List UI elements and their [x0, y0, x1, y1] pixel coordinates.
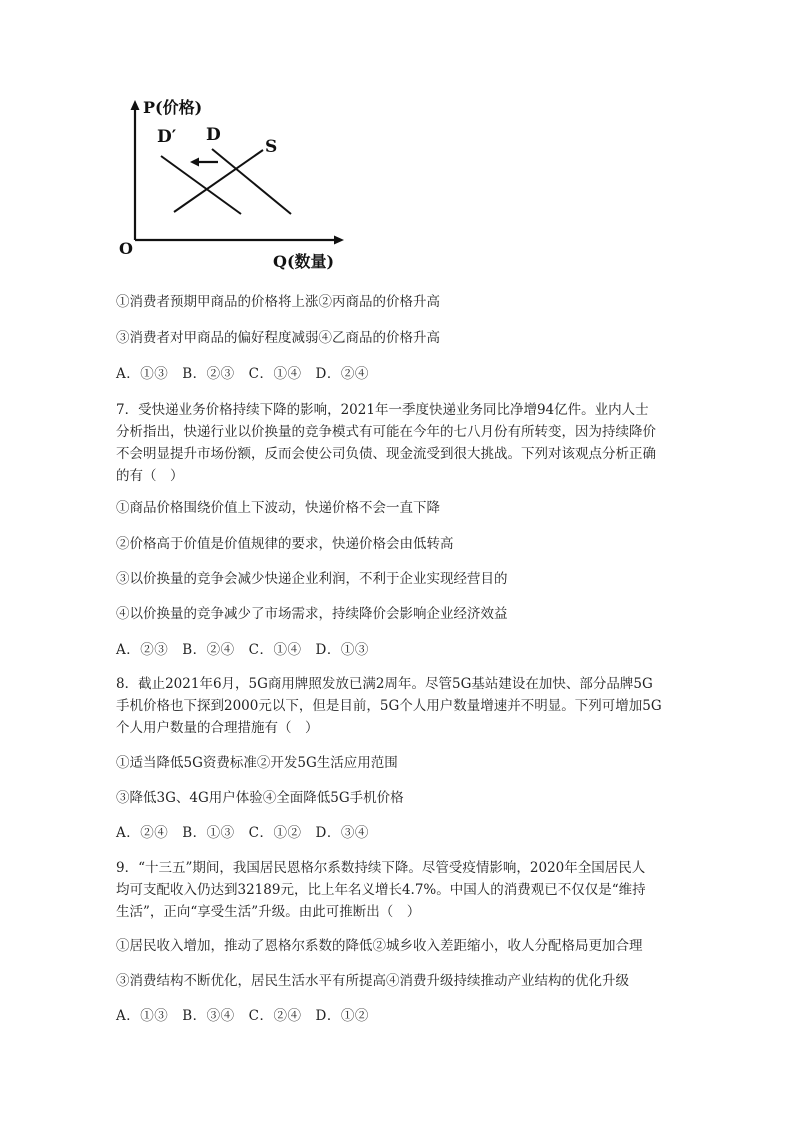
q7-stem-line: 7．受快递业务价格持续下降的影响，2021年一季度快递业务同比净增94亿件。业内人士 — [116, 402, 649, 418]
q8-stem-line: 手机价格也下探到2000元以下，但是目前，5G个人用户数量增速并不明显。下列可增加5G — [116, 698, 662, 714]
q8-stem — [116, 673, 676, 739]
q9-stem-line: 9．“十三五”期间，我国居民恩格尔系数持续下降。尽管受疫情影响，2020年全国居民人 — [116, 860, 646, 876]
q7-stem-line: 的有（ ） — [116, 468, 184, 484]
q9-stem — [116, 857, 676, 923]
q6-choice-line-1: ①消费者预期甲商品的价格将上涨②丙商品的价格升高 — [116, 294, 440, 310]
q6-choice-line-2: ③消费者对甲商品的偏好程度减弱④乙商品的价格升高 — [116, 330, 440, 346]
q7-stem-line: 不会明显提升市场份额，反而会使公司负债、现金流受到很大挑战。下列对该观点分析正确 — [116, 446, 656, 462]
q8-statement-1: ①适当降低5G资费标准②开发5G生活应用范围 — [116, 755, 398, 771]
q7-answer-options: A．②③ B．②④ C．①④ D．①③ — [116, 642, 369, 658]
q9-answer-options: A．①③ B．③④ C．②④ D．①② — [116, 1008, 369, 1024]
d-label: D — [206, 125, 221, 145]
q7-statement-4: ④以价换量的竞争减少了市场需求，持续降价会影响企业经济效益 — [116, 606, 508, 622]
q-axis-label: Q(数量) — [273, 252, 335, 271]
q7-statement-1: ①商品价格围绕价值上下波动，快递价格不会一直下降 — [116, 500, 440, 516]
q7-statement-3: ③以价换量的竞争会减少快递企业利润，不利于企业实现经营目的 — [116, 571, 508, 587]
q7-stem — [116, 399, 676, 487]
q9-statement-1: ①居民收入增加，推动了恩格尔系数的降低②城乡收入差距缩小，收人分配格局更加合理 — [116, 938, 643, 954]
q8-stem-line: 个人用户数量的合理措施有（ ） — [116, 720, 319, 736]
q8-answer-options: A．②④ B．①③ C．①② D．③④ — [116, 825, 369, 841]
p-axis-label: P(价格) — [143, 98, 203, 117]
q9-statement-2: ③消费结构不断优化，居民生活水平有所提高④消费升级持续推动产业结构的优化升级 — [116, 973, 629, 989]
q6-answer-options: A．①③ B．②③ C．①④ D．②④ — [116, 366, 369, 382]
q9-stem-line: 生活”，正向“享受生活”升级。由此可推断出（ ） — [116, 904, 421, 920]
supply-demand-graph — [115, 96, 355, 276]
shift-arrow-head — [190, 158, 199, 167]
d-prime-label: D′ — [157, 127, 177, 147]
q7-stem-line: 分析指出，快递行业以价换量的竞争模式有可能在今年的七八月份有所转变，因为持续降价 — [116, 424, 656, 440]
origin-label: O — [119, 239, 133, 258]
s-label: S — [265, 137, 278, 157]
q7-statement-2: ②价格高于价值是价值规律的要求，快递价格会由低转高 — [116, 536, 454, 552]
demand-curve-d-prime — [161, 156, 241, 214]
q9-stem-line: 均可支配收入仍达到32189元，比上年名义增长4.7%。中国人的消费观已不仅仅是“维持 — [116, 882, 646, 898]
q8-statement-2: ③降低3G、4G用户体验④全面降低5G手机价格 — [116, 790, 404, 806]
quantity-axis-arrow — [334, 236, 344, 245]
price-axis-arrow — [131, 100, 140, 110]
q8-stem-line: 8．截止2021年6月，5G商用牌照发放已满2周年。尽管5G基站建设在加快、部分品牌5G — [116, 676, 653, 692]
